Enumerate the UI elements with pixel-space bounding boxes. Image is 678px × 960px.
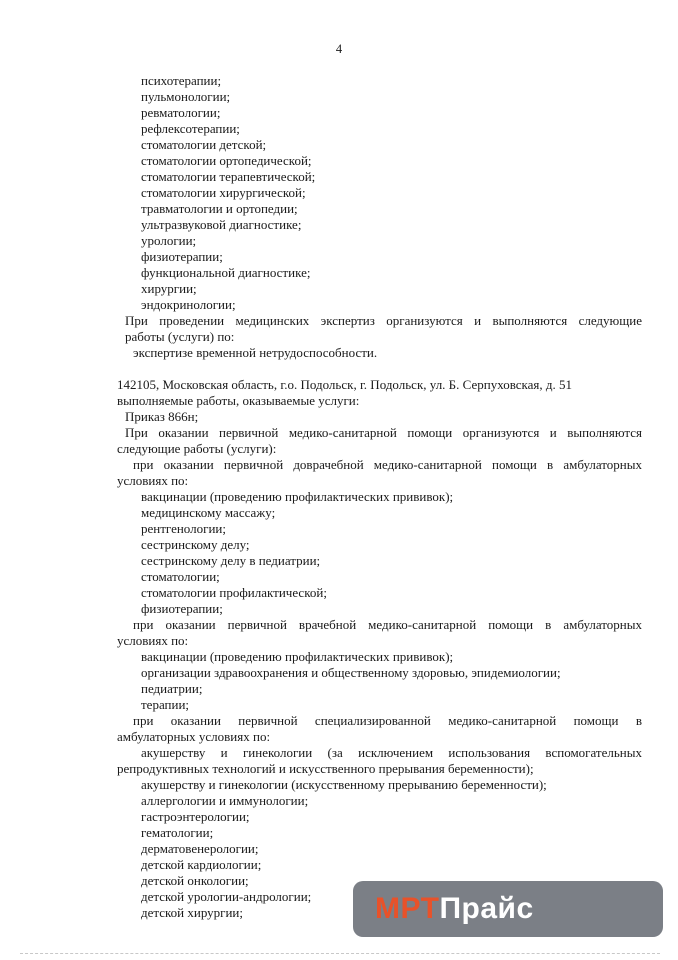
text-line: при оказании первичной специализированной медико-санитарной помощи в bbox=[133, 713, 642, 728]
text-line: стоматологии; bbox=[141, 569, 220, 584]
text-line: При проведении медицинских экспертиз организуются и выполняются следующие bbox=[125, 313, 642, 328]
text-line: сестринскому делу; bbox=[141, 537, 250, 552]
text-line: рефлексотерапии; bbox=[141, 121, 240, 136]
mrt-price-logo bbox=[353, 881, 663, 937]
text-line: гастроэнтерологии; bbox=[141, 809, 250, 824]
text-line: педиатрии; bbox=[141, 681, 203, 696]
text-line: хирургии; bbox=[141, 281, 197, 296]
text-line: выполняемые работы, оказываемые услуги: bbox=[117, 393, 360, 408]
text-line: стоматологии детской; bbox=[141, 137, 267, 152]
page-bottom-edge bbox=[20, 953, 660, 955]
text-line: детской кардиологии; bbox=[141, 857, 262, 872]
text-line: стоматологии хирургической; bbox=[141, 185, 306, 200]
text-line: следующие работы (услуги): bbox=[117, 441, 277, 456]
text-line: акушерству и гинекологии (искусственному прерыванию беременности); bbox=[141, 777, 547, 792]
text-line: детской хирургии; bbox=[141, 905, 244, 920]
text-line: При оказании первичной медико-санитарной помощи организуются и выполняются bbox=[125, 425, 642, 440]
text-line: организации здравоохранения и общественному здоровью, эпидемиологии; bbox=[141, 665, 561, 680]
text-line: ультразвуковой диагностике; bbox=[141, 217, 302, 232]
text-line: акушерству и гинекологии (за исключением использования вспомогательных bbox=[141, 745, 642, 760]
text-line: пульмонологии; bbox=[141, 89, 231, 104]
logo-mrt-text: МРТ bbox=[375, 892, 440, 925]
address-line: 142105, Московская область, г.о. Подольск, г. Подольск, ул. Б. Серпуховская, д. 51 bbox=[117, 377, 573, 392]
text-line: рентгенологии; bbox=[141, 521, 226, 536]
text-line: детской онкологии; bbox=[141, 873, 249, 888]
text-line: ревматологии; bbox=[141, 105, 221, 120]
text-line: сестринскому делу в педиатрии; bbox=[141, 553, 321, 568]
text-line: эндокринологии; bbox=[141, 297, 236, 312]
text-line: физиотерапии; bbox=[141, 601, 223, 616]
text-line: условиях по: bbox=[117, 633, 189, 648]
text-line: функциональной диагностике; bbox=[141, 265, 311, 280]
text-line: психотерапии; bbox=[141, 73, 222, 88]
text-line: Приказ 866н; bbox=[125, 409, 199, 424]
text-line: вакцинации (проведению профилактических прививок); bbox=[141, 649, 454, 664]
text-line: стоматологии терапевтической; bbox=[141, 169, 316, 184]
text-line: физиотерапии; bbox=[141, 249, 223, 264]
text-line: амбулаторных условиях по: bbox=[117, 729, 271, 744]
text-line: при оказании первичной доврачебной медико-санитарной помощи в амбулаторных bbox=[133, 457, 642, 472]
text-line: гематологии; bbox=[141, 825, 214, 840]
text-line: травматологии и ортопедии; bbox=[141, 201, 298, 216]
text-line: при оказании первичной врачебной медико-санитарной помощи в амбулаторных bbox=[133, 617, 642, 632]
text-line: аллергологии и иммунологии; bbox=[141, 793, 309, 808]
text-line: стоматологии ортопедической; bbox=[141, 153, 312, 168]
page-number: 4 bbox=[335, 42, 343, 56]
text-line: урологии; bbox=[141, 233, 197, 248]
text-line: условиях по: bbox=[117, 473, 189, 488]
text-line: детской урологии-андрологии; bbox=[141, 889, 312, 904]
text-line: дерматовенерологии; bbox=[141, 841, 259, 856]
text-line: репродуктивных технологий и искусственного прерывания беременности); bbox=[117, 761, 534, 776]
text-line: медицинскому массажу; bbox=[141, 505, 276, 520]
text-line: вакцинации (проведению профилактических прививок); bbox=[141, 489, 454, 504]
text-line: экспертизе временной нетрудоспособности. bbox=[133, 345, 378, 360]
text-line: стоматологии профилактической; bbox=[141, 585, 327, 600]
text-line: работы (услуги) по: bbox=[125, 329, 235, 344]
logo-price-text: Прайс bbox=[439, 892, 534, 925]
text-line: терапии; bbox=[141, 697, 190, 712]
